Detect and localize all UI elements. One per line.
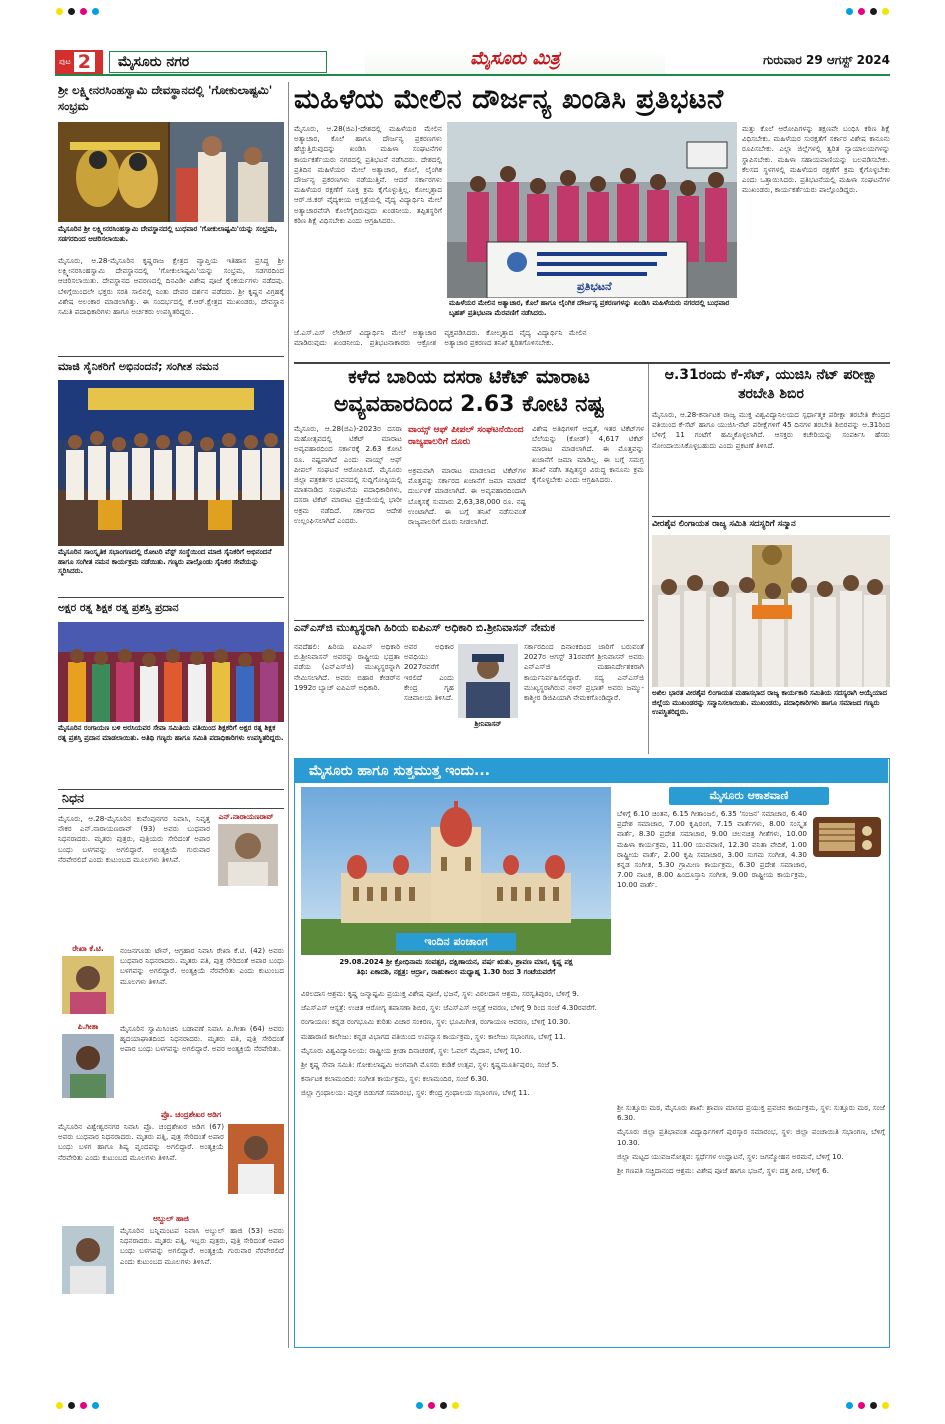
palace-photo <box>301 787 611 955</box>
panchanga-line-1: 29.08.2024 ಶ್ರೀ ಕ್ರೋಧಿನಾಮ ಸಂವತ್ಸರ, ದಕ್ಷಿಣಾಯನ, ವರ್ಷ ಋತು, ಶ್ರಾವಣ ಮಾಸ, ಕೃಷ್ಣ ಪಕ್ಷ <box>339 958 573 966</box>
obituary-text: ಮೈಸೂರಿನ ಬನ್ನಿಮಂಟಪ ನಿವಾಸಿ ಅಬ್ದುಲ್ ಹಾಜಿ (53) ಅವರು ನಿಧನರಾದರು. ಮೃತರು ಪತ್ನಿ, ಇಬ್ಬರು ಪುತ್ರರು, ಪುತ್ರಿ ಸೇರಿದಂತೆ ಅಪಾರ ಬಂಧು ಬಳಗವನ್ನು ಅಗಲಿದ್ದಾರೆ. ಅಂತ್ಯಕ್ರಿಯೆ ಗುರುವಾರ ನೆರವೇರಲಿದೆ ಎಂದು ಕುಟುಂಬದ ಮೂಲಗಳು ತಿಳಿಸಿವೆ. <box>120 1226 284 1266</box>
event-item: ಶ್ರೀ ಕೃಷ್ಣ ಸೇವಾ ಸಮಿತಿ: ಗೋಕುಲಾಷ್ಟಮಿ ಅಂಗವಾಗಿ ಮೊಸರು ಕುಡಿಕೆ ಉತ್ಸವ, ಸ್ಥಳ: ಕೃಷ್ಣಮೂರ್ತಿಪುರಂ, ಸಂಜೆ 5. <box>301 1060 559 1070</box>
obituary-4 <box>58 1110 284 1210</box>
registration-marks-top <box>56 8 890 18</box>
obituary-portrait <box>62 956 114 1014</box>
page-label: ಪುಟ <box>59 57 71 66</box>
obituary-portrait <box>62 1034 114 1098</box>
obituary-2 <box>58 944 284 1018</box>
lead-col1: ಮೈಸೂರು, ಆ.28(ಜಿಎ)-ದೇಶದಲ್ಲಿ ಮಹಿಳೆಯರ ಮೇಲಿನ ಅತ್ಯಾಚಾರ, ಕೊಲೆ ಹಾಗೂ ದೌರ್ಜನ್ಯ ಪ್ರಕರಣಗಳು ಹೆಚ್ಚುತ್ತಿರುವುದನ್ನು ಖಂಡಿಸಿ ಮಹಿಳಾ ಸಂಘಟನೆಗಳ ಕಾರ್ಯಕರ್ತೆಯರು ನಗರದಲ್ಲಿ ಪ್ರತಿಭಟನೆ ನಡೆಸಿದರು. ದೇಶದಲ್ಲಿ ಪ್ರತಿದಿನ ಮಹಿಳೆಯರ ಮೇಲೆ ಅತ್ಯಾಚಾರ, ಕೊಲೆ, ಲೈಂಗಿಕ ದೌರ್ಜನ್ಯ ಪ್ರಕರಣಗಳು ನಡೆಯುತ್ತಿವೆ. ಆದರೆ ಸರ್ಕಾರಗಳು ಮಹಿಳೆಯರ ರಕ್ಷಣೆಗೆ ಸೂಕ್ತ ಕ್ರಮ ಕೈಗೊಳ್ಳುತ್ತಿಲ್ಲ. ಕೋಲ್ಕತ್ತಾದ ಆರ್.ಜಿ.ಕರ್ ವೈದ್ಯಕೀಯ ಆಸ್ಪತ್ರೆಯಲ್ಲಿ ವೈದ್ಯ ವಿದ್ಯಾರ್ಥಿನಿ ಮೇಲೆ ಅತ್ಯಾಚಾರವೆಸಗಿ ಕೊಲೆಗೈದಿರುವುದು ಖಂಡನೀಯ. ತಪ್ಪಿತಸ್ಥರಿಗೆ ಕಠಿಣ ಶಿಕ್ಷೆ ವಿಧಿಸಬೇಕು ಎಂದು ಆಗ್ರಹಿಸಿದರು. <box>294 124 442 225</box>
panchanga-line-2: ತಿಥಿ: ಏಕಾದಶಿ, ನಕ್ಷತ್ರ: ಆರ್ದ್ರಾ, ರಾಹುಕಾಲ: ಮಧ್ಯಾಹ್ನ 1.30 ರಿಂದ 3 ಗಂಟೆಯವರೆಗೆ <box>356 968 556 976</box>
dasara-col2: ಅಕ್ರಮವಾಗಿ ಮಾರಾಟ ಮಾಡಲಾದ ಟಿಕೆಟ್‌ಗಳ ಮೊತ್ತವನ್ನು ಸರ್ಕಾರದ ಖಜಾನೆಗೆ ಜಮಾ ಮಾಡದೆ ದುರ್ಬಳಕೆ ಮಾಡಲಾಗಿದೆ. ಈ ಅವ್ಯವಹಾರದಿಂದಾಗಿ ಬೊಕ್ಕಸಕ್ಕೆ ಸುಮಾರು 2,63,38,000 ರೂ. ನಷ್ಟ ಉಂಟಾಗಿದೆ. ಈ ಬಗ್ಗೆ ತನಿಖೆ ನಡೆಸುವಂತೆ ರಾಜ್ಯಪಾಲರಿಗೆ ದೂರು ನೀಡಲಾಗಿದೆ. <box>408 466 526 527</box>
event-item: ವಿಠಲದಾಸ ಆಶ್ರಮ: ಕೃಷ್ಣ ಜನ್ಮಾಷ್ಟಮಿ ಪ್ರಯುಕ್ತ ವಿಶೇಷ ಪೂಜೆ, ಭಜನೆ, ಸ್ಥಳ: ವಿಠಲದಾಸ ಆಶ್ರಮ, ಸರಸ್ವತಿಪುರಂ, ಬೆಳಿಗ್ಗೆ 9. <box>301 989 579 998</box>
event-item: ಶ್ರೀ ಸುತ್ತೂರು ಮಠ, ಮೈಸೂರು ಶಾಖೆ: ಶ್ರಾವಣ ಮಾಸದ ಪ್ರಯುಕ್ತ ಪ್ರವಚನ ಕಾರ್ಯಕ್ರಮ, ಸ್ಥಳ: ಸುತ್ತೂರು ಮಠ, ಸಂಜೆ 6.30. <box>617 1103 885 1123</box>
dasara-subhead: ವಾಯ್ಸ್ ಆಫ್ ಪೀಪಲ್ ಸಂಘಟನೆಯಿಂದ ರಾಜ್ಯಪಾಲರಿಗೆ ದೂರು <box>408 425 524 447</box>
obituary-portrait <box>228 1124 284 1194</box>
obituary-portrait <box>218 824 278 886</box>
event-item: ಮಹಾರಾಣಿ ಕಾಲೇಜು: ಕನ್ನಡ ವಿಭಾಗದ ವತಿಯಿಂದ ಉಪನ್ಯಾಸ ಕಾರ್ಯಕ್ರಮ, ಸ್ಥಳ: ಕಾಲೇಜು ಸಭಾಂಗಣ, ಬೆಳಿಗ್ಗೆ 11. <box>301 1031 566 1041</box>
officer-photo-caption: ಶ್ರೀನಿವಾಸನ್ <box>474 720 502 728</box>
obituary-title: ನಿಧನ <box>58 789 284 809</box>
obituary-1 <box>58 812 284 940</box>
obituary-text: ಮೈಸೂರಿನ ಸ್ವಾಮಿಸಿಂಚಿನಿ ಬಡಾವಣೆ ನಿವಾಸಿ ಪಿ.ಗೀತಾ (64) ಅವರು ಹೃದಯಾಘಾತದಿಂದ ನಿಧನರಾದರು. ಮೃತರು ಪತಿ, ಪುತ್ರಿ ಸೇರಿದಂತೆ ಅಪಾರ ಬಂಧು ಬಳಗವನ್ನು ಅಗಲಿದ್ದಾರೆ. ಅವರ ಅಂತ್ಯಕ್ರಿಯೆ ನೆರವೇರಿತು. <box>120 1024 284 1054</box>
event-item: ಜಿಲ್ಲಾ ಗ್ರಂಥಾಲಯ: ಪುಸ್ತಕ ಬಿಡುಗಡೆ ಸಮಾರಂಭ, ಸ್ಥಳ: ಕೇಂದ್ರ ಗ್ರಂಥಾಲಯ ಸಭಾಂಗಣ, ಬೆಳಿಗ್ಗೆ 11. <box>301 1088 530 1098</box>
nsg-story <box>294 622 644 754</box>
kset-body: ಮೈಸೂರು, ಆ.28-ಕರ್ನಾಟಕ ರಾಜ್ಯ ಮುಕ್ತ ವಿಶ್ವವಿದ್ಯಾನಿಲಯದ ಸ್ಪರ್ಧಾತ್ಮಕ ಪರೀಕ್ಷಾ ತರಬೇತಿ ಕೇಂದ್ರದ ವತಿಯಿಂದ ಕೆ-ಸೆಟ್ ಹಾಗೂ ಯುಜಿಸಿ-ನೆಟ್ ಪರೀಕ್ಷೆಗಳಿಗೆ 45 ದಿನಗಳ ತರಬೇತಿ ಶಿಬಿರವನ್ನು ಆ.31ರಿಂದ ಬೆಳಿಗ್ಗೆ 11 ಗಂಟೆಗೆ ಹಮ್ಮಿಕೊಳ್ಳಲಾಗಿದೆ. ಆಸಕ್ತರು ಕಚೇರಿಯನ್ನು ಸಂಪರ್ಕಿಸಿ ಹೆಸರು ನೋಂದಾಯಿಸಿಕೊಳ್ಳಬಹುದು ಎಂದು ಪ್ರಕಟಣೆ ತಿಳಿಸಿದೆ. <box>652 410 890 450</box>
protest-caption: ಮಹಿಳೆಯರ ಮೇಲಿನ ಅತ್ಯಾಚಾರ, ಕೊಲೆ ಹಾಗೂ ಲೈಂಗಿಕ ದೌರ್ಜನ್ಯ ಪ್ರಕರಣಗಳನ್ನು ಖಂಡಿಸಿ ಮಹಿಳೆಯರು ನಗರದಲ್ಲಿ ಬುಧವಾರ ಬೃಹತ್ ಪ್ರತಿಭಟನಾ ಮೆರವಣಿಗೆ ನಡೆಸಿದರು. <box>447 298 737 322</box>
obituary-text: ನಂಜನಗೂಡು ಟೌನ್, ಆಗ್ರಹಾರ ನಿವಾಸಿ ರೇಖಾ ಕೆ.ಟಿ. (42) ಅವರು ಬುಧವಾರ ನಿಧನರಾದರು. ಮೃತರು ಪತಿ, ಪುತ್ರ ಸೇರಿದಂತೆ ಅಪಾರ ಬಂಧು ಬಳಗವನ್ನು ಅಗಲಿದ್ದಾರೆ. ಅಂತ್ಯಕ್ರಿಯೆ ನೆರವೇರಿತು ಎಂದು ಕುಟುಂಬದ ಮೂಲಗಳು ತಿಳಿಸಿವೆ. <box>120 946 284 986</box>
page-header <box>55 50 890 76</box>
nsg-col3: ಸರ್ಕಾರದಿಂದ ದಿನಾಂಕದಿಂದ ಜಾರಿಗೆ ಬರುವಂತೆ 2027ರ ಆಗಸ್ಟ್ 31ರವರೆಗೆ ಶ್ರೀನಿವಾಸನ್ ಅವರು ಎನ್‌ಎಸ್‌ಜಿ ಮಹಾನಿರ್ದೇಶಕರಾಗಿ ಕಾರ್ಯನಿರ್ವಹಿಸಲಿದ್ದಾರೆ. ಸದ್ಯ ಎನ್‌ಎಸ್‌ಜಿ ಮುಖ್ಯಸ್ಥರಾಗಿರುವ ನಳಿನ್ ಪ್ರಭಾತ್ ಅವರು ಜಮ್ಮು-ಕಾಶ್ಮೀರ ಡಿಜಿಪಿಯಾಗಿ ನೇಮಕಗೊಂಡಿದ್ದಾರೆ. <box>524 642 644 703</box>
obituary-name: ರೇಖಾ ಕೆ.ಟಿ. <box>72 944 104 953</box>
lead-headline: ಮಹಿಳೆಯ ಮೇಲಿನ ದೌರ್ಜನ್ಯ ಖಂಡಿಸಿ ಪ್ರತಿಭಟನೆ <box>294 84 724 115</box>
felicitation-caption: ಮೈಸೂರಿನ ಸಾಂಸ್ಕೃತಿಕ ಸಭಾಂಗಣದಲ್ಲಿ ರೋಟರಿ ವೆಸ್ಟ್ ಸಂಸ್ಥೆಯಿಂದ ಮಾಜಿ ಸೈನಿಕರಿಗೆ ಅಭಿನಂದನೆ ಹಾಗೂ ಸಂಗೀತ ನಮನ ಕಾರ್ಯಕ್ರಮ ನಡೆಯಿತು. ಗಣ್ಯರು ಪಾಲ್ಗೊಂಡು ಸೈನಿಕರ ಸೇವೆಯನ್ನು ಸ್ಮರಿಸಿದರು. <box>58 548 272 575</box>
dasara-col1: ಮೈಸೂರು, ಆ.28(ಜಿಎ)-2023ರ ದಸರಾ ಮಹೋತ್ಸವದಲ್ಲಿ ಟಿಕೆಟ್ ಮಾರಾಟ ಅವ್ಯವಹಾರದಿಂದ ಸರ್ಕಾರಕ್ಕೆ 2.63 ಕೋಟಿ ರೂ. ನಷ್ಟವಾಗಿದೆ ಎಂದು ವಾಯ್ಸ್ ಆಫ್ ಪೀಪಲ್ ಸಂಘಟನೆ ಆರೋಪಿಸಿದೆ. ಮೈಸೂರು ಜಿಲ್ಲಾ ಪತ್ರಕರ್ತರ ಭವನದಲ್ಲಿ ಸುದ್ದಿಗೋಷ್ಠಿಯಲ್ಲಿ ಮಾತನಾಡಿದ ಸಂಘಟನೆಯ ಪದಾಧಿಕಾರಿಗಳು, ದಸರಾ ಟಿಕೆಟ್ ಮಾರಾಟ ಪ್ರಕ್ರಿಯೆಯಲ್ಲಿ ಭಾರೀ ಅಕ್ರಮ ನಡೆದಿದೆ. ಸರ್ಕಾರದ ಆದೇಶ ಉಲ್ಲಂಘಿಸಲಾಗಿದೆ ಎಂದರು. <box>294 424 402 525</box>
dasara-headline-2: ಅವ್ಯವಹಾರದಿಂದ 2.63 ಕೋಟಿ ನಷ್ಟ <box>333 392 605 417</box>
obituary-name: ಎನ್.ನಾರಾಯಣರಾವ್ <box>218 812 274 821</box>
nsg-col1: ನವದೆಹಲಿ: ಹಿರಿಯ ಐಪಿಎಸ್ ಅಧಿಕಾರಿ ಬಿ.ಶ್ರೀನಿವಾಸನ್ ಅವರನ್ನು ರಾಷ್ಟ್ರೀಯ ಭದ್ರತಾ ಪಡೆಯ (ಎನ್‌ಎಸ್‌ಜಿ) ಮುಖ್ಯಸ್ಥರನ್ನಾಗಿ ನೇಮಿಸಲಾಗಿದೆ. ಅವರು ಬಿಹಾರ ಕೇಡರ್‌ನ 1992ರ ಬ್ಯಾಚ್ ಐಪಿಎಸ್ ಅಧಿಕಾರಿ. <box>294 642 400 692</box>
award-caption: ಮೈಸೂರಿನ ರಂಗಾಯಣ ಬಳಿ ಅರಸಿಯವರ ಸೇವಾ ಸಮಿತಿಯ ವತಿಯಿಂದ ಶಿಕ್ಷಕರಿಗೆ ಅಕ್ಷರ ರತ್ನ ಶಿಕ್ಷಕ ರತ್ನ ಪ್ರಶಸ್ತಿ ಪ್ರದಾನ ಮಾಡಲಾಯಿತು. ಅತಿಥಿ ಗಣ್ಯರು ಹಾಗೂ ಸಮಿತಿ ಪದಾಧಿಕಾರಿಗಳು ಉಪಸ್ಥಿತರಿದ್ದರು. <box>58 724 284 742</box>
event-item: ಜೆಎಸ್‌ಎಸ್ ಆಸ್ಪತ್ರೆ: ಉಚಿತ ಆರೋಗ್ಯ ತಪಾಸಣಾ ಶಿಬಿರ, ಸ್ಥಳ: ಜೆಎಸ್‌ಎಸ್ ಆಸ್ಪತ್ರೆ ಆವರಣ, ಬೆಳಿಗ್ಗೆ 9 ರಿಂದ ಸಂಜೆ 4.30ರವರೆಗೆ. <box>301 1003 597 1013</box>
temple-photo <box>58 122 284 222</box>
event-item: ಶ್ರೀ ಗಣಪತಿ ಸಚ್ಚಿದಾನಂದ ಆಶ್ರಮ: ವಿಶೇಷ ಪೂಜೆ ಹಾಗೂ ಭಜನೆ, ಸ್ಥಳ: ದತ್ತ ಪೀಠ, ಬೆಳಿಗ್ಗೆ 6. <box>617 1166 829 1176</box>
officer-photo <box>458 644 518 718</box>
event-item: ಜಿಲ್ಲಾ ಮಟ್ಟದ ಯುವಜನೋತ್ಸವ: ಸ್ಪರ್ಧೆಗಳ ಉದ್ಘಾಟನೆ, ಸ್ಥಳ: ಜಗನ್ಮೋಹನ ಅರಮನೆ, ಬೆಳಿಗ್ಗೆ 10. <box>617 1151 844 1161</box>
dasara-story <box>294 366 644 618</box>
left-story2-title: ಮಾಜಿ ಸೈನಿಕರಿಗೆ ಅಭಿನಂದನೆ; ಸಂಗೀತ ನಮನ <box>58 360 219 373</box>
kset-headline: ಆ.31ರಂದು ಕೆ-ಸೆಟ್, ಯುಜಿಸಿ ನೆಟ್ ಪರೀಕ್ಷಾ ತರಬೇತಿ ಶಿಬಿರ <box>664 367 878 402</box>
kset-box <box>652 366 890 516</box>
temple-caption: ಮೈಸೂರಿನ ಶ್ರೀ ಲಕ್ಷ್ಮೀನರಸಿಂಹಸ್ವಾಮಿ ದೇವಸ್ಥಾನದಲ್ಲಿ ಬುಧವಾರ 'ಗೋಕುಲಾಷ್ಟಮಿ'ಯನ್ನು ಸಂಭ್ರಮ, ಸಡಗರದಿಂದ ಆಚರಿಸಲಾಯಿತು. <box>58 225 278 243</box>
event-item: ಮೈಸೂರು ವಿಶ್ವವಿದ್ಯಾನಿಲಯ: ರಾಷ್ಟ್ರೀಯ ಕ್ರೀಡಾ ದಿನಾಚರಣೆ, ಸ್ಥಳ: ಓವಲ್ ಮೈದಾನ, ಬೆಳಿಗ್ಗೆ 10. <box>301 1045 522 1055</box>
akashvani-text: ಬೆಳಿಗ್ಗೆ 6.10 ಚಿಂತನ, 6.15 ಗೀತಾಂಜಲಿ, 6.35 'ಸಂಜನ' ಸಮಾಚಾರ, 6.40 ಪ್ರದೇಶ ಸಮಾಚಾರ, 7.00 ಕೃಷಿರಂಗ, 7.15 ವಾರ್ತೆಗಳು, 8.00 ಸಂಸ್ಕೃತ ವಾರ್ತೆ, 8.30 ಪ್ರದೇಶ ಸಮಾಚಾರ, 9.00 ಚಲನಚಿತ್ರ ಗೀತೆಗಳು, 10.00 ಮಹಿಳಾ ಕಾರ್ಯಕ್ರಮ, 11.00 ಯುವವಾಣಿ, 12.30 ವನಿತಾ ವೇದಿಕೆ, 1.00 ರಾಷ್ಟ್ರೀಯ ವಾರ್ತೆ, 2.00 ಕೃಷಿ ಸಮಾಚಾರ, 3.00 ಸುಗಮ ಸಂಗೀತ, 4.30 ಕನ್ನಡ ಸಂಗೀತ, 5.30 ಗ್ರಾಮೀಣ ಕಾರ್ಯಕ್ರಮ, 6.30 ಪ್ರದೇಶ ಸಮಾಚಾರ, 7.00 ನಾಟಕ, 8.00 ಹಿಂದೂಸ್ತಾನಿ ಸಂಗೀತ, 9.00 ರಾಷ್ಟ್ರೀಯ ಕಾರ್ಯಕ್ರಮ, 10.00 ವಾರ್ತೆ. <box>617 809 807 890</box>
registration-marks-bottom <box>56 1402 890 1412</box>
event-item: ಮೈಸೂರು ಜಿಲ್ಲಾ ಪ್ರತಿಭಾವಂತ ವಿದ್ಯಾರ್ಥಿಗಳಿಗೆ ಪುರಸ್ಕಾರ ಸಮಾರಂಭ, ಸ್ಥಳ: ಜಿಲ್ಲಾ ಪಂಚಾಯಿತಿ ಸಭಾಂಗಣ, ಬೆಳಿಗ್ಗೆ 10.30. <box>617 1127 885 1147</box>
section-title: ಮೈಸೂರು ನಗರ <box>109 51 327 73</box>
obituary-3 <box>58 1022 284 1106</box>
obituary-portrait <box>62 1226 114 1294</box>
issue-date: ಗುರುವಾರ 29 ಆಗಸ್ಟ್ 2024 <box>763 53 890 67</box>
event-item: ರಂಗಾಯಣ: ಕನ್ನಡ ರಂಗಭೂಮಿ ಕುರಿತು ವಿಚಾರ ಸಂಕಿರಣ, ಸ್ಥಳ: ಭೂಮಿಗೀತ, ರಂಗಾಯಣ ಆವರಣ, ಬೆಳಿಗ್ಗೆ 10.30. <box>301 1017 571 1027</box>
dasara-col3: ವಿಶೇಷ ಅತಿಥಿಗಳಿಗೆ ಆದ್ಯತೆ, ಇತರ ಟಿಕೆಟ್‌ಗಳ ಬೆಲೆಯನ್ನು (ಕೋಡ್) 4,617 ಟಿಕೆಟ್ ಮಾರಾಟ ಮಾಡಲಾಗಿದೆ. ಈ ಮೊತ್ತವನ್ನು ಖಜಾನೆಗೆ ಜಮಾ ಮಾಡಿಲ್ಲ. ಈ ಬಗ್ಗೆ ಸಮಗ್ರ ತನಿಖೆ ನಡೆಸಿ ತಪ್ಪಿತಸ್ಥರ ವಿರುದ್ಧ ಕಾನೂನು ಕ್ರಮ ಕೈಗೊಳ್ಳಬೇಕು ಎಂದು ಆಗ್ರಹಿಸಿದರು. <box>532 424 644 485</box>
veerashaiva-photo <box>652 535 890 687</box>
events-list-left <box>301 989 611 1343</box>
obituary-text: ಮೈಸೂರು, ಆ.28-ಮೈಸೂರಿನ ಕುವೆಂಪುನಗರ ನಿವಾಸಿ, ನಿವೃತ್ತ ನೌಕರ ಎನ್.ನಾರಾಯಣರಾವ್ (93) ಅವರು ಬುಧವಾರ ನಿಧನರಾದರು. ಮೃತರು ಪುತ್ರರು, ಪುತ್ರಿಯರು ಸೇರಿದಂತೆ ಅಪಾರ ಬಂಧು ಬಳಗವನ್ನು ಅಗಲಿದ್ದಾರೆ. ಅಂತ್ಯಕ್ರಿಯೆ ಗುರುವಾರ ನೆರವೇರಲಿದೆ ಎಂದು ಕುಟುಂಬದ ಮೂಲಗಳು ತಿಳಿಸಿವೆ. <box>58 814 210 864</box>
nsg-col2: ಅವರ ಅಧಿಕಾರ ಅವಧಿಯು 2027ರವರೆಗೆ ಇರಲಿದೆ ಎಂದು ಕೇಂದ್ರ ಗೃಹ ಸಚಿವಾಲಯ ತಿಳಿಸಿದೆ. <box>404 642 454 703</box>
award-photo <box>58 622 284 722</box>
lead-right-col: ಮತ್ತು ಕೊಲೆ ಆರೋಪಿಗಳನ್ನು ತಕ್ಷಣವೇ ಬಂಧಿಸಿ ಕಠಿಣ ಶಿಕ್ಷೆ ವಿಧಿಸಬೇಕು. ಮಹಿಳೆಯರ ಸುರಕ್ಷತೆಗೆ ಸರ್ಕಾರ ವಿಶೇಷ ಕಾನೂನು ರೂಪಿಸಬೇಕು. ಎಲ್ಲಾ ಜಿಲ್ಲೆಗಳಲ್ಲಿ ತ್ವರಿತ ನ್ಯಾಯಾಲಯಗಳನ್ನು ಸ್ಥಾಪಿಸಬೇಕು. ಮಹಿಳಾ ಸಹಾಯವಾಣಿಯನ್ನು ಬಲಪಡಿಸಬೇಕು. ಕೆಲಸದ ಸ್ಥಳಗಳಲ್ಲಿ ಮಹಿಳೆಯರ ರಕ್ಷಣೆಗೆ ಕ್ರಮ ಕೈಗೊಳ್ಳಬೇಕು ಎಂದು ಒತ್ತಾಯಿಸಿದರು. ಪ್ರತಿಭಟನೆಯಲ್ಲಿ ಮಹಿಳಾ ಸಂಘಟನೆಗಳ ಮುಖಂಡರು, ಕಾರ್ಯಕರ್ತೆಯರು ಪಾಲ್ಗೊಂಡಿದ್ದರು. <box>742 124 890 195</box>
event-item: ಕರ್ನಾಟಕ ಕಲಾಮಂದಿರ: ಸಂಗೀತ ಕಾರ್ಯಕ್ರಮ, ಸ್ಥಳ: ಕಲಾಮಂದಿರ, ಸಂಜೆ 6.30. <box>301 1074 489 1084</box>
today-title: ಮೈಸೂರು ಹಾಗೂ ಸುತ್ತಮುತ್ತ ಇಂದು... <box>295 759 888 783</box>
akashvani-title: ಮೈಸೂರು ಆಕಾಶವಾಣಿ <box>669 787 829 805</box>
left-story1-title: ಶ್ರೀ ಲಕ್ಷ್ಮೀನರಸಿಂಹಸ್ವಾಮಿ ದೇವಸ್ಥಾನದಲ್ಲಿ 'ಗೋಕುಲಾಷ್ಟಮಿ' ಸಂಭ್ರಮ <box>58 83 273 113</box>
masthead-logo: ಮೈಸೂರು ಮಿತ್ರ <box>365 48 665 74</box>
nsg-headline: ಎನ್‌ಎಸ್‌ಜಿ ಮುಖ್ಯಸ್ಥರಾಗಿ ಹಿರಿಯ ಐಪಿಎಸ್ ಅಧಿಕಾರಿ ಬಿ.ಶ್ರೀನಿವಾಸನ್ ನೇಮಕ <box>294 622 556 634</box>
obituary-5 <box>58 1214 284 1348</box>
dasara-headline-1: ಕಳೆದ ಬಾರಿಯ ದಸರಾ ಟಿಕೆಟ್ ಮಾರಾಟ <box>348 366 590 388</box>
protest-banner-text: ಪ್ರತಿಭಟನೆ <box>577 280 612 293</box>
veerashaiva-caption: ಅಖಿಲ ಭಾರತ ವೀರಶೈವ ಲಿಂಗಾಯತ ಮಹಾಸಭಾದ ರಾಜ್ಯ ಕಾರ್ಯಕಾರಿ ಸಮಿತಿಯ ಸದಸ್ಯರಾಗಿ ಆಯ್ಕೆಯಾದ ಜಿಲ್ಲೆಯ ಮುಖಂಡರನ್ನು ಸನ್ಮಾನಿಸಲಾಯಿತು. ಮುಖಂಡರು, ಪದಾಧಿಕಾರಿಗಳು ಹಾಗೂ ಸಮಾಜದ ಗಣ್ಯರು ಉಪಸ್ಥಿತರಿದ್ದರು. <box>652 689 887 716</box>
panchanga-title: ಇಂದಿನ ಪಂಚಾಂಗ <box>396 933 516 951</box>
obituary-name: ಅಬ್ದುಲ್ ಹಾಜಿ <box>153 1214 189 1223</box>
veerashaiva-title: ವೀರಶೈವ ಲಿಂಗಾಯತ ರಾಜ್ಯ ಸಮಿತಿ ಸದಸ್ಯರಿಗೆ ಸನ್ಮಾನ <box>652 519 796 529</box>
left-story3-title: ಅಕ್ಷರ ರತ್ನ ಶಿಕ್ಷಕ ರತ್ನ ಪ್ರಶಸ್ತಿ ಪ್ರದಾನ <box>58 602 179 614</box>
today-box <box>294 758 890 1348</box>
page-number-badge <box>55 50 103 74</box>
lead-bottom: ಜೆ.ಎಸ್.ಎಸ್ ಲೇಡೀಸ್ ವಿದ್ಯಾರ್ಥಿನಿ ಮೇಲೆ ಅತ್ಯಾಚಾರ ಮಾಡಿರುವುದು ಖಂಡನೀಯ. ಪ್ರತಿಭಟನಾಕಾರರು ಆಕ್ರೋಶ ವ್ಯಕ್ತಪಡಿಸಿದರು. ಕೋಲ್ಕತ್ತಾದ ವೈದ್ಯ ವಿದ್ಯಾರ್ಥಿನಿ ಮೇಲಿನ ಅತ್ಯಾಚಾರ ಪ್ರಕರಣದ ತನಿಖೆ ತ್ವರಿತಗೊಳಿಸಬೇಕು. <box>294 328 587 348</box>
protest-photo <box>447 122 737 316</box>
panchanga-text <box>301 957 611 985</box>
felicitation-photo <box>58 380 284 546</box>
page-number: 2 <box>74 52 95 72</box>
radio-icon <box>811 809 883 859</box>
obituary-name: ಪ್ರೊ. ಚಂದ್ರಶೇಖರ ಅಡಿಗ <box>160 1110 222 1119</box>
temple-story-body: ಮೈಸೂರು, ಆ.28-ಮೈಸೂರಿನ ಕೃಷ್ಣರಾಜ ಕ್ಷೇತ್ರದ ವ್ಯಾಪ್ತಿಯ ಇತಿಹಾಸ ಪ್ರಸಿದ್ಧ ಶ್ರೀ ಲಕ್ಷ್ಮೀನರಸಿಂಹಸ್ವಾಮಿ ದೇವಸ್ಥಾನದಲ್ಲಿ 'ಗೋಕುಲಾಷ್ಟಮಿ'ಯನ್ನು ಸಂಭ್ರಮ, ಸಡಗರದಿಂದ ಆಚರಿಸಲಾಯಿತು. ದೇವಸ್ಥಾನದ ಆವರಣದಲ್ಲಿ ದಿನವಿಡೀ ವಿಶೇಷ ಪೂಜೆ ಕೈಂಕರ್ಯಗಳು ನಡೆದವು. ಬೆಳಿಗ್ಗೆಯಿಂದಲೇ ಭಕ್ತರು ಸರತಿ ಸಾಲಿನಲ್ಲಿ ನಿಂತು ದೇವರ ದರ್ಶನ ಪಡೆದರು. ಶ್ರೀ ಕೃಷ್ಣನ ವಿಗ್ರಹಕ್ಕೆ ವಿಶೇಷ ಅಲಂಕಾರ ಮಾಡಲಾಗಿತ್ತು. ಈ ಸಂದರ್ಭದಲ್ಲಿ ಕೆ.ಆರ್.ಕ್ಷೇತ್ರದ ಮುಖಂಡರು, ದೇವಸ್ಥಾನ ಸಮಿತಿ ಪದಾಧಿಕಾರಿಗಳು ಹಾಗೂ ಅರ್ಚಕರು ಉಪಸ್ಥಿತರಿದ್ದರು. <box>58 256 284 317</box>
obituary-text: ಮೈಸೂರಿನ ವಿಶ್ವೇಶ್ವರನಗರ ನಿವಾಸಿ ಪ್ರೊ. ಚಂದ್ರಶೇಖರ ಅಡಿಗ (67) ಅವರು ಬುಧವಾರ ನಿಧನರಾದರು. ಮೃತರು ಪತ್ನಿ, ಪುತ್ರ ಸೇರಿದಂತೆ ಅಪಾರ ಬಂಧು ಬಳಗ ಹಾಗೂ ಶಿಷ್ಯ ವೃಂದವನ್ನು ಅಗಲಿದ್ದಾರೆ. ಅಂತ್ಯಕ್ರಿಯೆ ನೆರವೇರಿತು ಎಂದು ಕುಟುಂಬದ ಮೂಲಗಳು ತಿಳಿಸಿವೆ. <box>58 1122 224 1162</box>
obituary-name: ಪಿ.ಗೀತಾ <box>77 1022 99 1031</box>
akashvani-box <box>617 787 885 1099</box>
events-list-right <box>617 1103 885 1343</box>
